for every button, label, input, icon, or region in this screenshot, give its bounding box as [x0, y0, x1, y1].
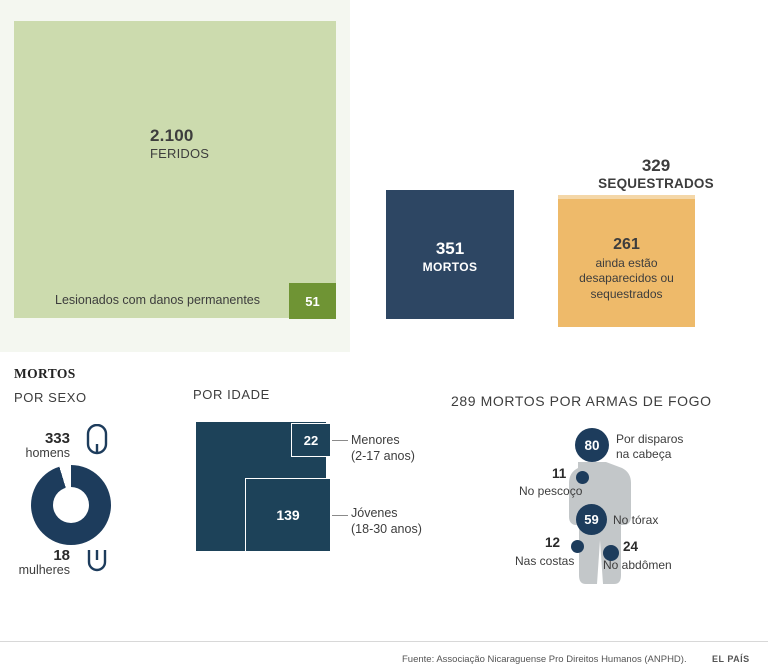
cabeca-dot [575, 428, 609, 462]
cabeca-value: 80 [584, 437, 600, 453]
jovens-sublabel: (18-30 anos) [351, 522, 422, 537]
menores-square: 22 [291, 423, 331, 457]
desaparecidos-square [558, 199, 695, 327]
mulheres-value: 18 [53, 547, 70, 564]
mortos-square [386, 190, 514, 319]
body-diagram [515, 418, 750, 633]
jovens-leader-line [332, 515, 348, 516]
homens-label: homens [25, 446, 70, 460]
pescoco-dot [576, 471, 589, 484]
footer-divider [0, 641, 768, 642]
cabeca-sublabel: na cabeça [616, 447, 672, 461]
pescoco-label: No pescoço [519, 484, 583, 498]
lesionados-caption: Lesionados com danos permanentes [55, 293, 260, 307]
mulheres-label: mulheres [18, 563, 70, 577]
desaparecidos-label-group [558, 235, 695, 303]
costas-dot [571, 540, 584, 553]
donut-hole [53, 487, 89, 523]
feridos-value: 2.100 [150, 126, 194, 145]
feridos-label-group [150, 125, 209, 163]
abdomen-label: No abdômen [603, 558, 672, 572]
feridos-caption: FERIDOS [150, 146, 210, 162]
feridos-square [14, 21, 336, 318]
cabeca-label: Por disparos [616, 432, 684, 446]
torax-dot [576, 504, 607, 535]
abdomen-value: 24 [623, 539, 639, 554]
mortos-section-heading: MORTOS [14, 366, 76, 381]
menores-legend [351, 432, 415, 465]
desaparecidos-caption: ainda estão desaparecidos ou sequestrados [579, 255, 674, 301]
sequestrados-caption: SEQUESTRADOS [598, 176, 714, 192]
por-sexo-donut [31, 465, 111, 545]
costas-value: 12 [545, 535, 561, 550]
homens-value: 333 [44, 430, 70, 447]
armas-fogo-heading: 289 MORTOS POR ARMAS DE FOGO [451, 393, 712, 409]
lesionados-square [289, 283, 336, 319]
torax-value: 59 [584, 512, 599, 527]
desaparecidos-value: 261 [613, 236, 640, 253]
female-icon [84, 546, 110, 576]
menores-label: Menores [351, 433, 400, 447]
jovens-legend [351, 505, 422, 538]
jovens-square: 139 [245, 478, 331, 552]
lesionados-value: 51 [305, 293, 320, 309]
mortos-label-group [386, 238, 514, 276]
jovens-label: Jóvenes [351, 506, 398, 520]
cabeca-label-group [616, 432, 683, 462]
male-icon [84, 424, 110, 456]
pescoco-value: 11 [552, 466, 567, 481]
brand-label: EL PAÍS [712, 654, 750, 664]
costas-label: Nas costas [515, 554, 575, 568]
mortos-value: 351 [435, 239, 465, 258]
sequestrados-title-group [560, 155, 752, 193]
por-idade-heading: POR IDADE [193, 387, 270, 402]
mortos-caption: MORTOS [422, 260, 478, 275]
menores-sublabel: (2-17 anos) [351, 449, 415, 464]
menores-leader-line [332, 440, 348, 441]
sequestrados-value: 329 [641, 156, 671, 175]
por-sexo-heading: POR SEXO [14, 390, 87, 405]
sequestrados-square [558, 195, 695, 327]
source-note: Fuente: Associação Nicaraguense Pro Direitos Humanos (ANPHD). [402, 654, 687, 665]
torax-label: No tórax [613, 513, 659, 527]
